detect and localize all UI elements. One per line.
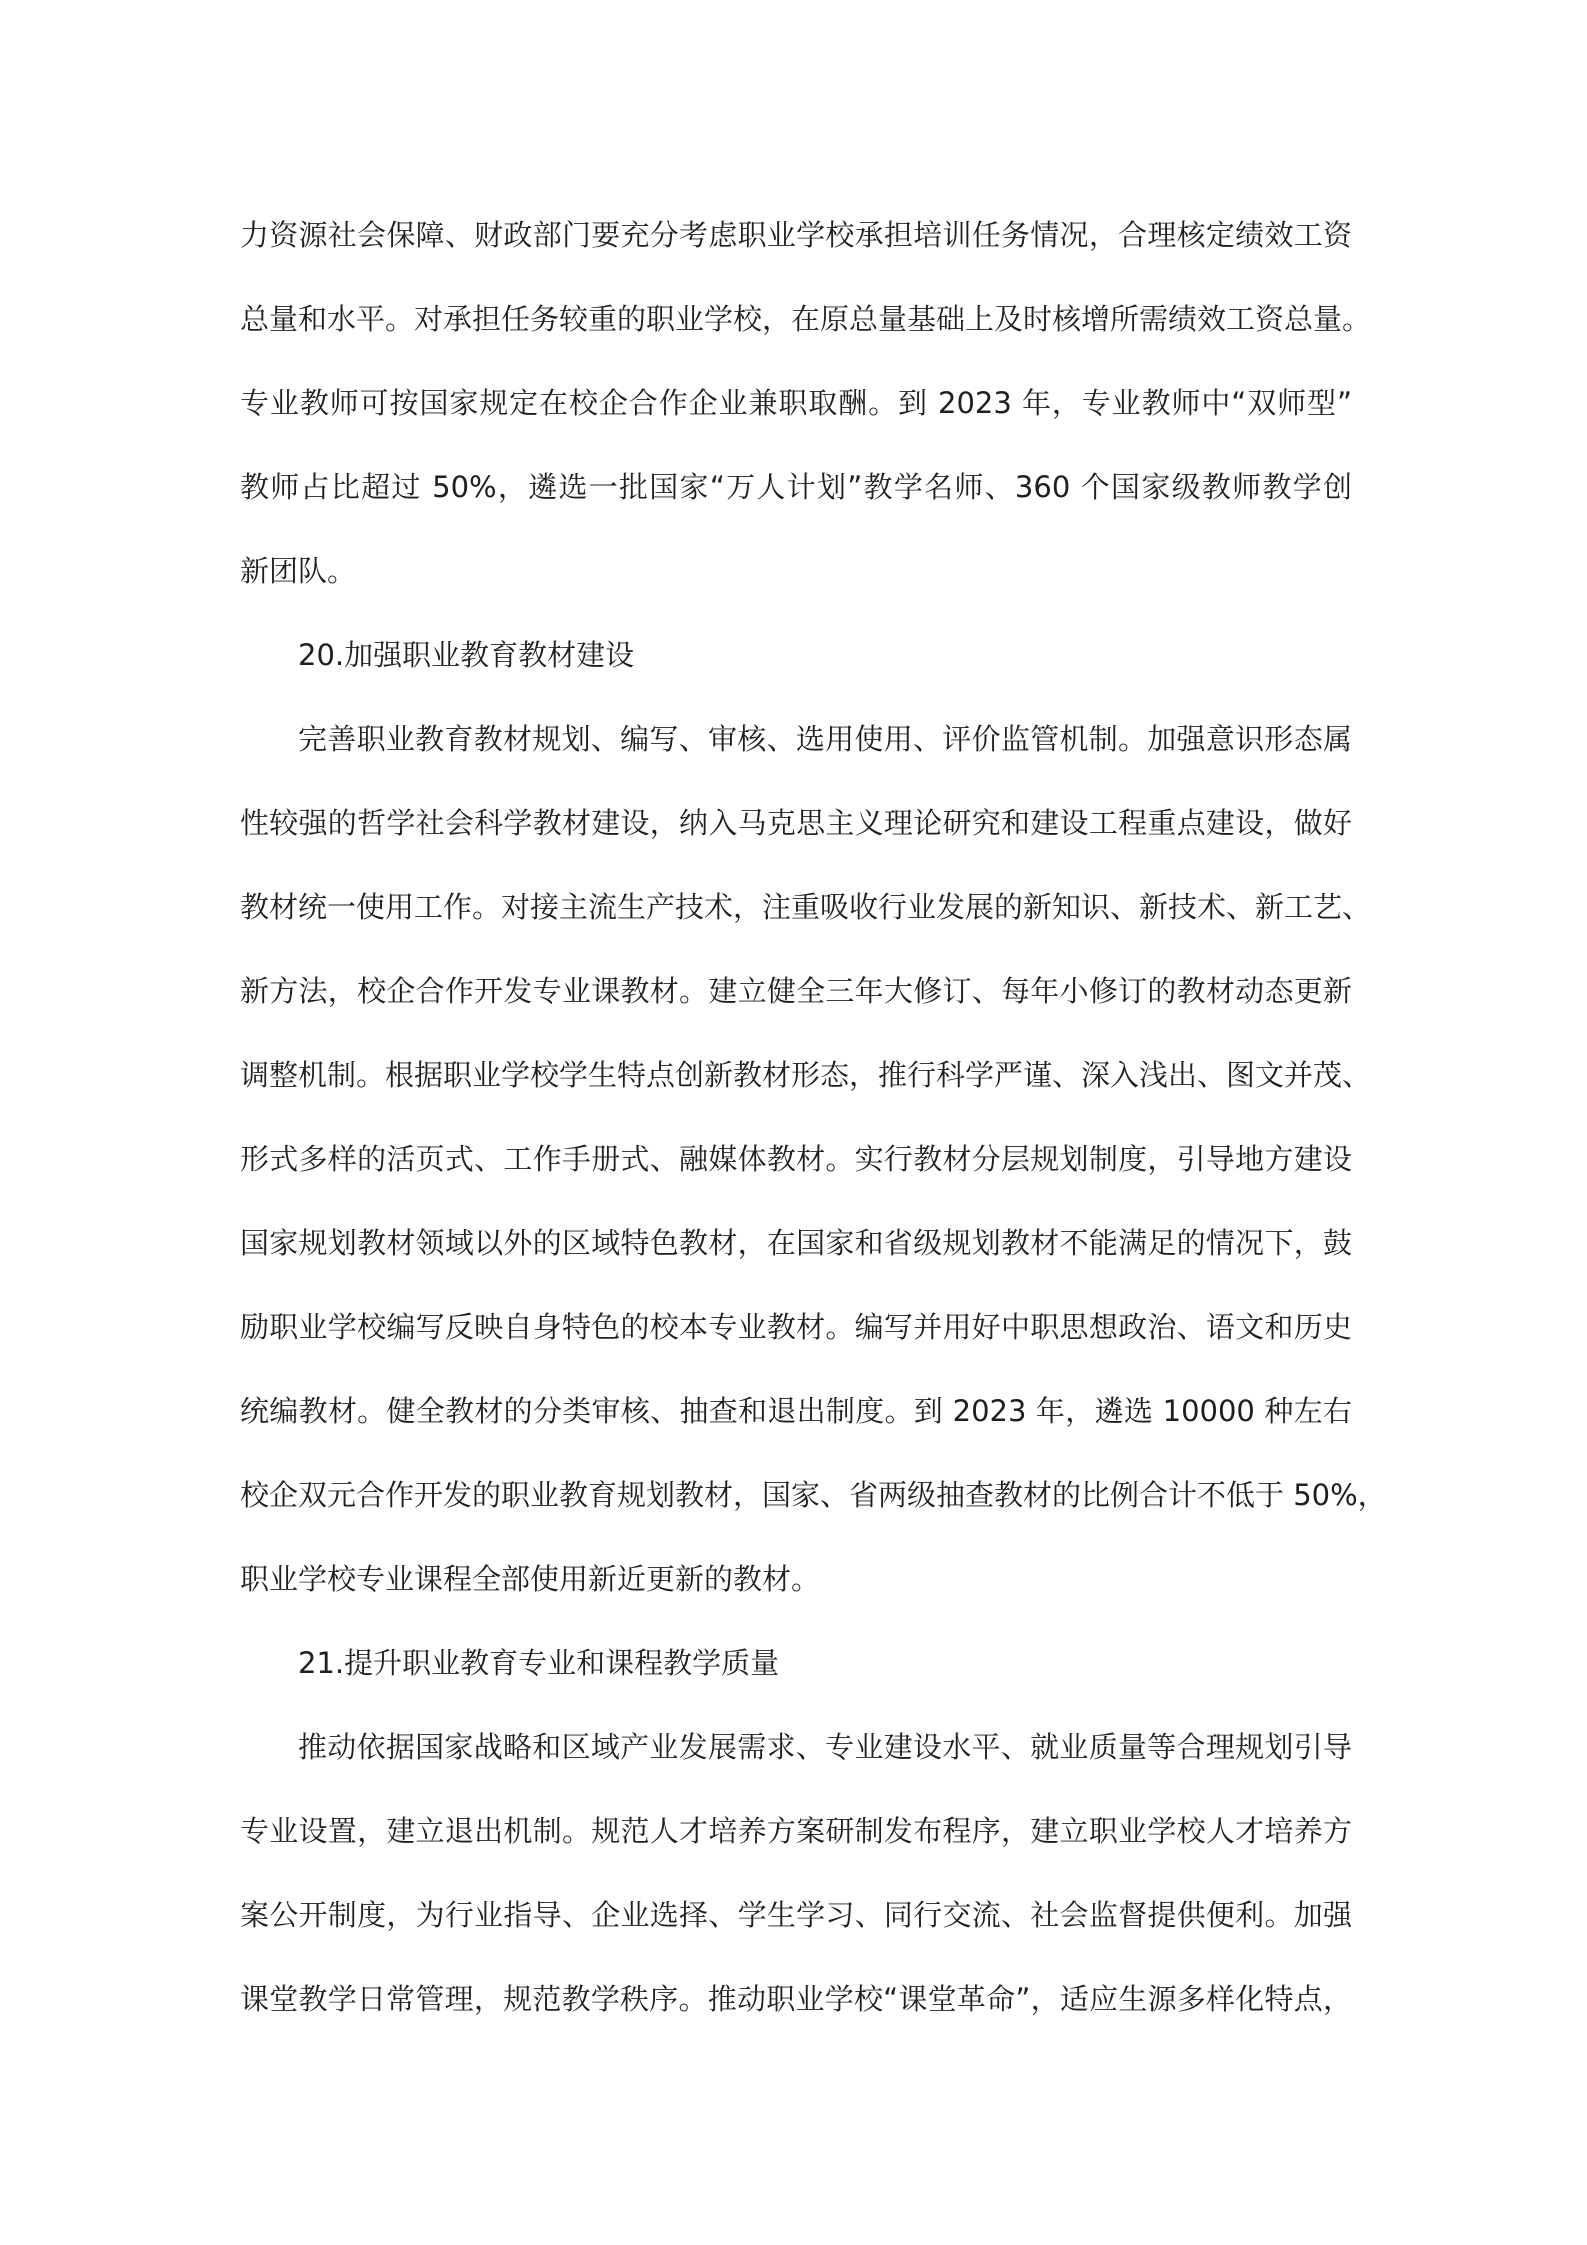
text-line: 推动依据国家战略和区域产业发展需求、专业建设水平、就业质量等合理规划引导: [298, 1730, 1352, 1764]
text-line: 性较强的哲学社会科学教材建设，纳入马克思主义理论研究和建设工程重点建设，做好: [240, 806, 1352, 840]
text-line: 校企双元合作开发的职业教育规划教材，国家、省两级抽查教材的比例合计不低于 50%，: [240, 1478, 1387, 1512]
text-line: 职业学校专业课程全部使用新近更新的教材。: [240, 1562, 821, 1596]
text-line: 完善职业教育教材规划、编写、审核、选用使用、评价监管机制。加强意识形态属: [298, 722, 1352, 756]
text-line: 励职业学校编写反映自身特色的校本专业教材。编写并用好中职思想政治、语文和历史: [240, 1310, 1352, 1344]
text-line: 调整机制。根据职业学校学生特点创新教材形态，推行科学严谨、深入浅出、图文并茂、: [240, 1058, 1372, 1092]
text-line: 案公开制度，为行业指导、企业选择、学生学习、同行交流、社会监督提供便利。加强: [240, 1898, 1352, 1932]
text-line: 新团队。: [240, 554, 357, 588]
text-line: 统编教材。健全教材的分类审核、抽查和退出制度。到 2023 年，遴选 10000 种左右: [240, 1394, 1352, 1428]
text-line: 总量和水平。对承担任务较重的职业学校，在原总量基础上及时核增所需绩效工资总量。: [240, 302, 1372, 336]
text-line: 形式多样的活页式、工作手册式、融媒体教材。实行教材分层规划制度，引导地方建设: [240, 1142, 1352, 1176]
text-line: 专业教师可按国家规定在校企合作企业兼职取酬。到 2023 年，专业教师中“双师型”: [240, 386, 1352, 420]
text-line: 专业设置，建立退出机制。规范人才培养方案研制发布程序，建立职业学校人才培养方: [240, 1814, 1352, 1848]
text-line: 国家规划教材领域以外的区域特色教材，在国家和省级规划教材不能满足的情况下，鼓: [240, 1226, 1352, 1260]
section-heading-21: 21.提升职业教育专业和课程教学质量: [298, 1646, 780, 1680]
section-20-paragraph: [240, 709, 1387, 1633]
text-line: 课堂教学日常管理，规范教学秩序。推动职业学校“课堂革命”，适应生源多样化特点，: [240, 1982, 1352, 2016]
page-body: [240, 205, 1387, 2053]
continued-paragraph: [240, 205, 1372, 625]
text-line: 新方法，校企合作开发专业课教材。建立健全三年大修订、每年小修订的教材动态更新: [240, 974, 1352, 1008]
text-line: 力资源社会保障、财政部门要充分考虑职业学校承担培训任务情况，合理核定绩效工资: [240, 218, 1352, 252]
section-heading-20: 20.加强职业教育教材建设: [298, 638, 635, 672]
text-line: 教材统一使用工作。对接主流生产技术，注重吸收行业发展的新知识、新技术、新工艺、: [240, 890, 1372, 924]
section-21-paragraph: [240, 1717, 1352, 2053]
text-line: 教师占比超过 50%，遴选一批国家“万人计划”教学名师、360 个国家级教师教学创: [240, 470, 1352, 504]
